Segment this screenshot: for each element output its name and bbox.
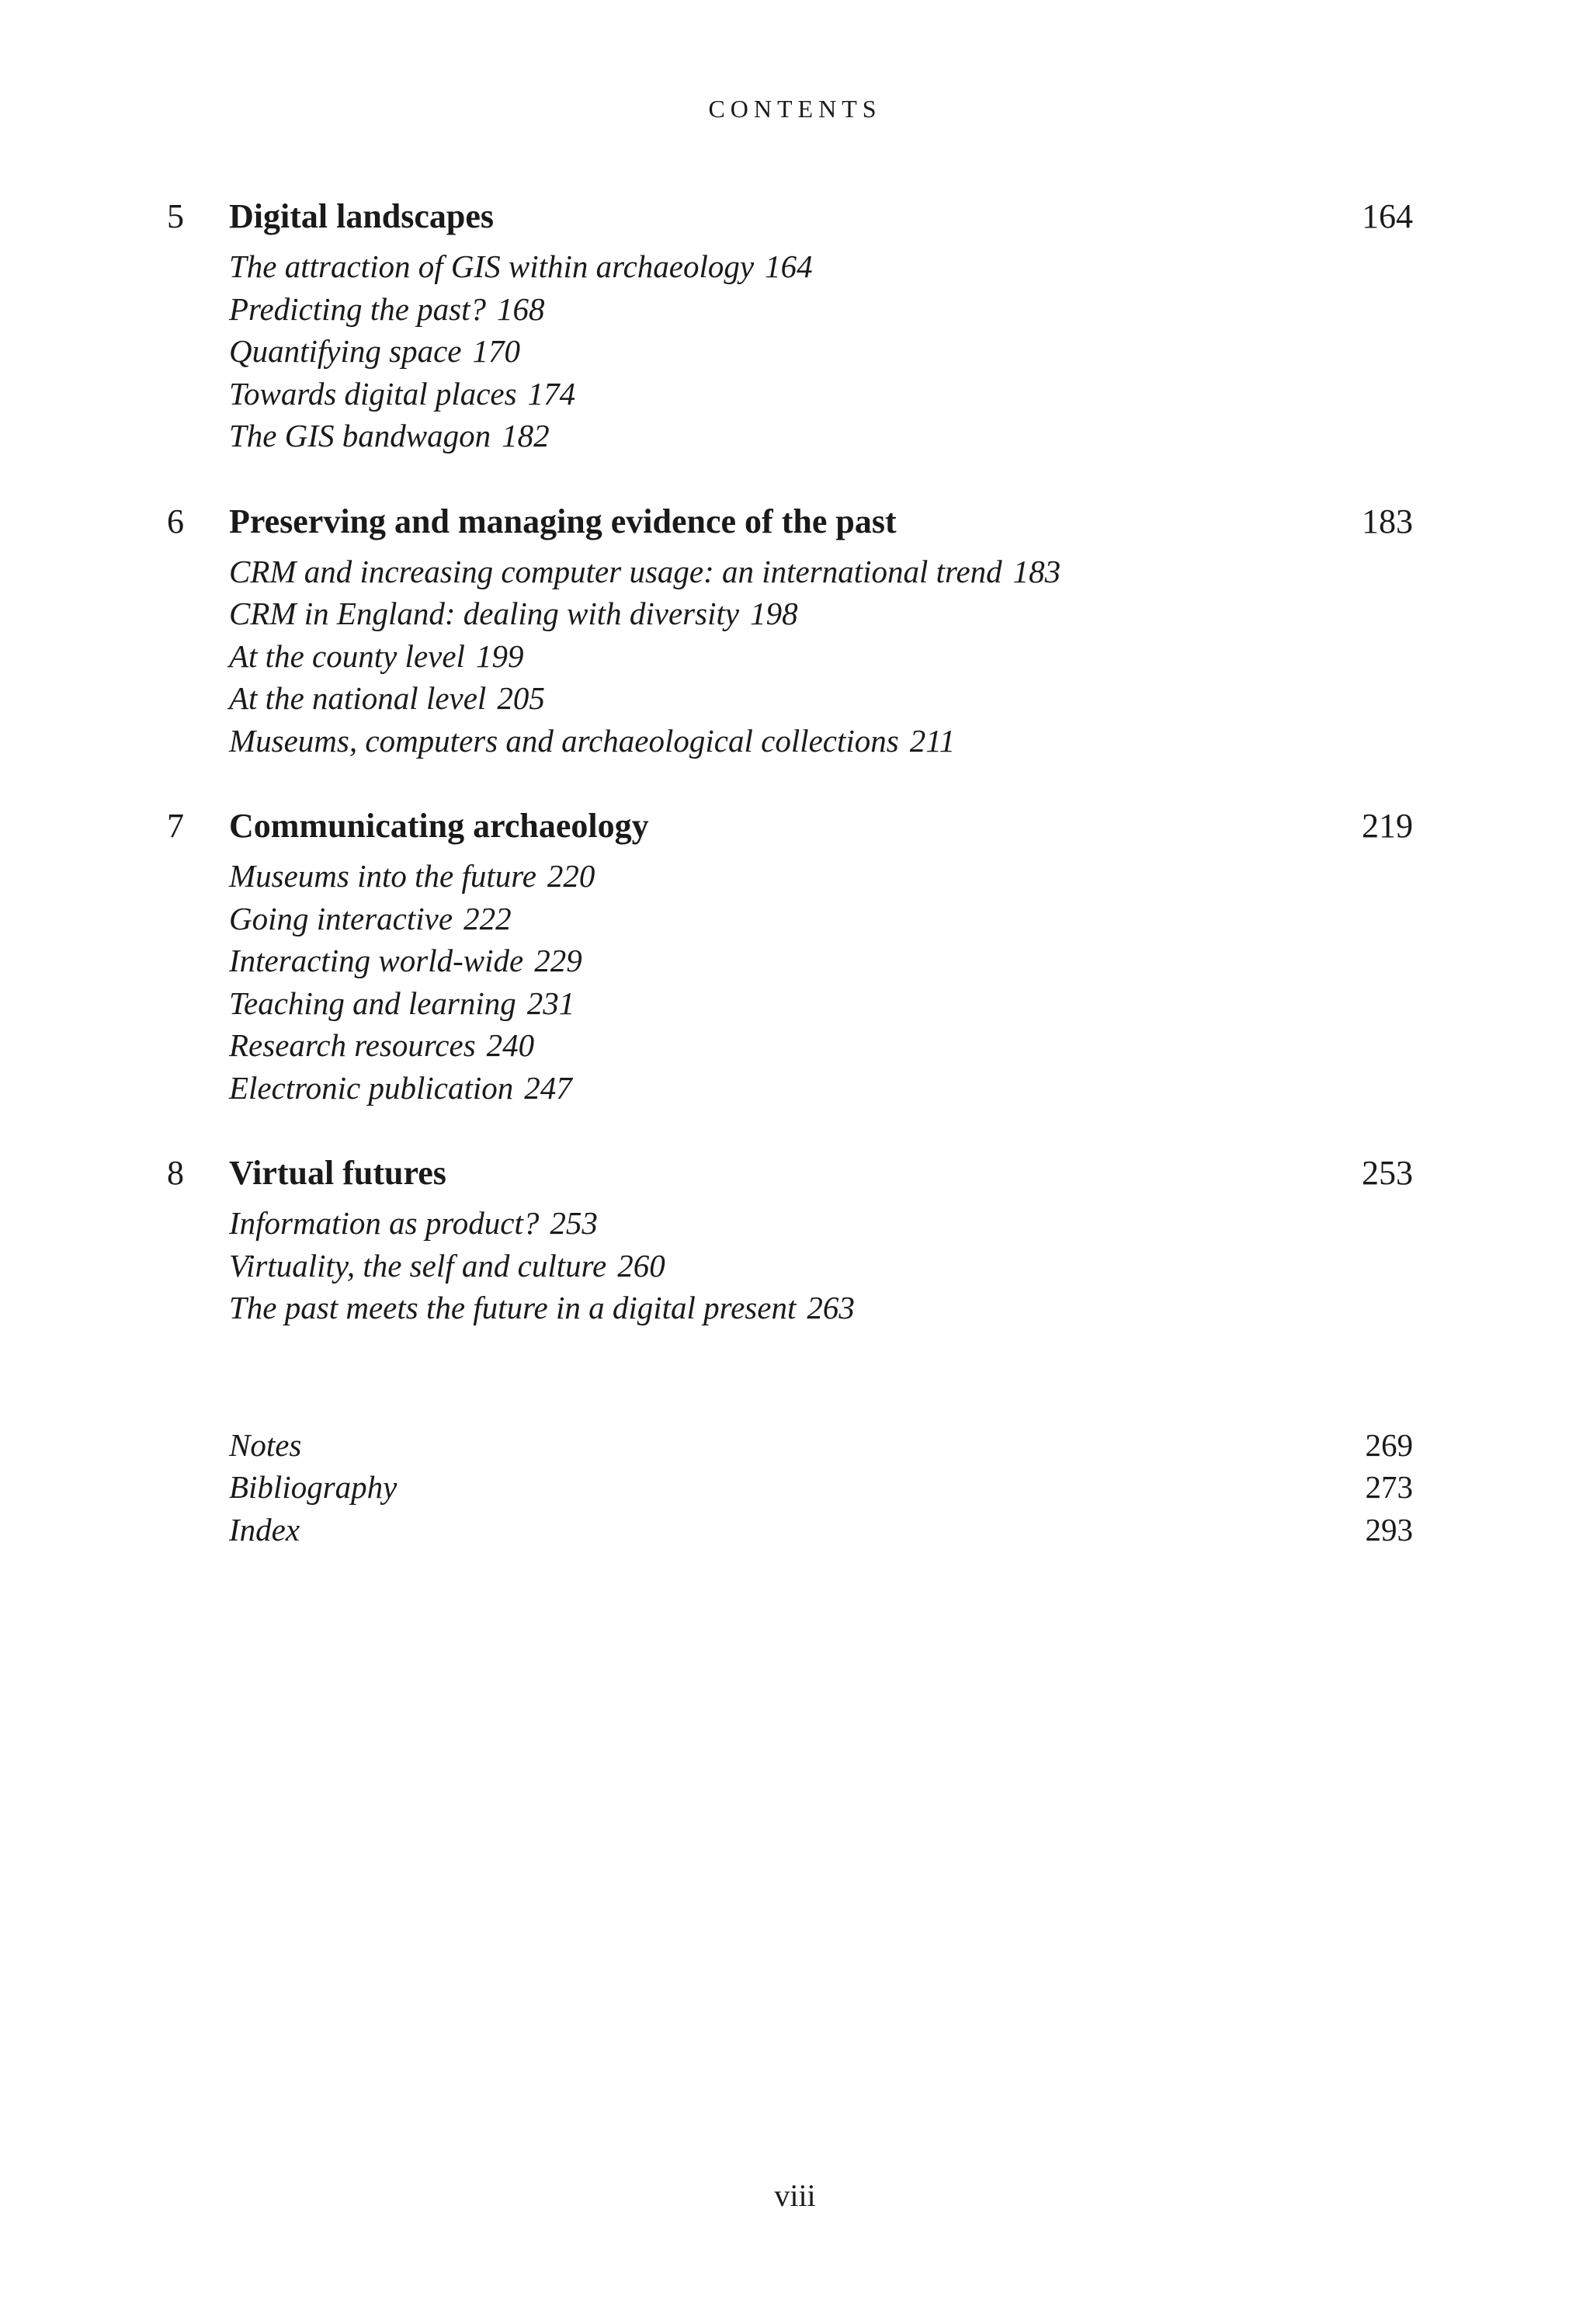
section-title: Predicting the past?: [229, 290, 486, 327]
chapter-entry: [167, 1149, 1413, 1329]
section-title: Virtuality, the self and culture: [229, 1247, 607, 1284]
back-matter-label: Bibliography: [229, 1469, 398, 1505]
section-title: Teaching and learning: [229, 985, 516, 1021]
chapter-heading: [167, 498, 1413, 546]
section-page-number: 260: [617, 1247, 665, 1284]
section-page-number: 231: [526, 985, 575, 1021]
section-page-number: 247: [524, 1069, 572, 1106]
section-page-number: 253: [550, 1205, 598, 1241]
section-entry: [229, 677, 1413, 720]
running-head: CONTENTS: [708, 95, 882, 123]
section-title: At the county level: [229, 637, 465, 674]
section-entry: [229, 1202, 1413, 1245]
section-list: [229, 245, 1413, 457]
section-entry: [229, 592, 1413, 635]
section-title: The attraction of GIS within archaeology: [229, 248, 755, 284]
section-title: At the national level: [229, 680, 487, 716]
section-page-number: 199: [475, 637, 524, 674]
chapter-number: 5: [167, 197, 184, 235]
section-page-number: 183: [1012, 553, 1061, 589]
section-entry: [229, 551, 1413, 593]
section-page-number: 222: [463, 900, 512, 936]
section-entry: [229, 373, 1413, 415]
chapter-title: Virtual futures: [229, 1154, 446, 1192]
section-page-number: 174: [527, 375, 576, 412]
section-page-number: 220: [547, 858, 595, 894]
section-page-number: 170: [472, 333, 520, 369]
section-title: Electronic publication: [229, 1069, 514, 1106]
section-title: The GIS bandwagon: [229, 418, 491, 453]
chapter-number: 6: [167, 502, 184, 540]
back-matter-entry: [229, 1424, 1413, 1467]
back-matter-page-number: 273: [1365, 1469, 1413, 1505]
section-title: Towards digital places: [229, 375, 517, 412]
section-entry: [229, 330, 1413, 373]
section-title: Museums, computers and archaeological collections: [229, 722, 899, 759]
section-list: [229, 1202, 1413, 1329]
section-list: [229, 551, 1413, 763]
back-matter-entry: [229, 1466, 1413, 1509]
section-page-number: 205: [497, 680, 545, 716]
section-entry: [229, 982, 1413, 1025]
section-entry: [229, 635, 1413, 678]
back-matter-label: Index: [229, 1511, 300, 1548]
section-entry: [229, 1245, 1413, 1287]
section-page-number: 263: [807, 1290, 855, 1325]
section-page-number: 240: [486, 1027, 535, 1063]
chapter-heading: [167, 1149, 1413, 1197]
chapter-number: 7: [167, 807, 184, 845]
section-entry: [229, 1287, 1413, 1329]
section-title: CRM in England: dealing with diversity: [229, 596, 740, 631]
back-matter-page-number: 293: [1365, 1511, 1413, 1548]
chapter-heading: [167, 802, 1413, 850]
chapter-title: Communicating archaeology: [229, 807, 649, 845]
chapter-page-number: 164: [1362, 197, 1413, 235]
section-entry: [229, 1024, 1413, 1067]
chapter-page-number: 183: [1362, 502, 1413, 540]
chapter-number: 8: [167, 1154, 184, 1192]
section-entry: [229, 898, 1413, 940]
section-page-number: 182: [502, 418, 550, 453]
section-entry: [229, 1067, 1413, 1110]
section-title: The past meets the future in a digital present: [229, 1290, 797, 1325]
section-page-number: 198: [750, 596, 798, 631]
chapter-page-number: 253: [1362, 1154, 1413, 1192]
chapter-list: [167, 193, 1413, 1329]
section-page-number: 168: [496, 290, 545, 327]
section-title: Research resources: [229, 1027, 476, 1063]
chapter-entry: [167, 802, 1413, 1109]
section-title: CRM and increasing computer usage: an international trend: [229, 553, 1002, 589]
section-page-number: 229: [534, 943, 582, 978]
section-entry: [229, 720, 1413, 763]
chapter-heading: [167, 193, 1413, 241]
section-entry: [229, 855, 1413, 898]
section-title: Information as product?: [229, 1205, 540, 1241]
section-entry: [229, 288, 1413, 331]
section-title: Museums into the future: [229, 858, 536, 894]
table-of-contents: [167, 193, 1413, 1551]
back-matter-list: [229, 1424, 1413, 1551]
section-title: Interacting world-wide: [229, 943, 524, 978]
section-list: [229, 855, 1413, 1109]
section-title: Quantifying space: [229, 333, 462, 369]
chapter-entry: [167, 193, 1413, 457]
back-matter-page-number: 269: [1365, 1426, 1413, 1463]
section-title: Going interactive: [229, 900, 453, 936]
back-matter-label: Notes: [229, 1426, 302, 1463]
chapter-title: Preserving and managing evidence of the past: [229, 502, 897, 540]
section-entry: [229, 940, 1413, 982]
section-entry: [229, 245, 1413, 288]
page-number: viii: [774, 2178, 816, 2213]
chapter-page-number: 219: [1362, 807, 1413, 845]
section-entry: [229, 415, 1413, 457]
chapter-entry: [167, 498, 1413, 763]
section-page-number: 211: [909, 722, 956, 759]
section-page-number: 164: [765, 248, 813, 284]
back-matter-entry: [229, 1509, 1413, 1551]
chapter-title: Digital landscapes: [229, 197, 495, 235]
